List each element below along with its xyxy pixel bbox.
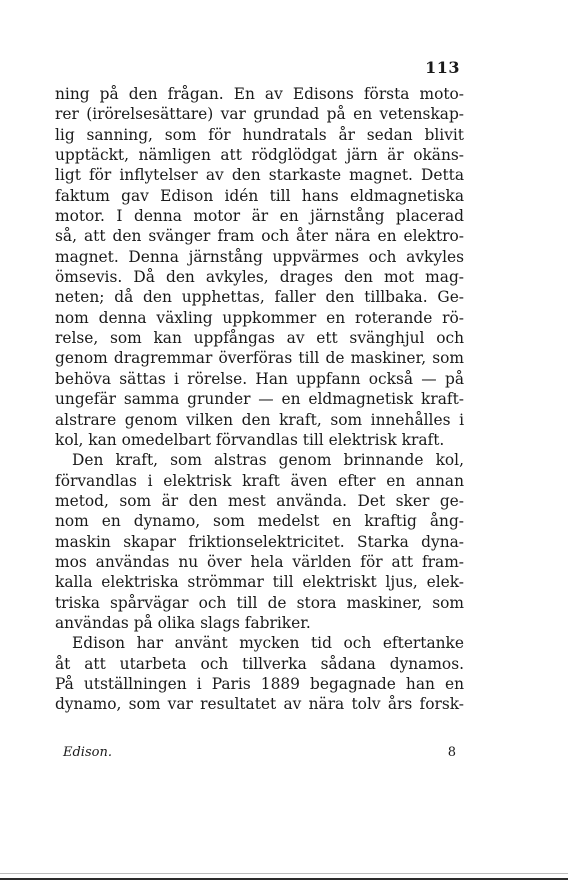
text-line: upptäckt, nämligen att rödglödgat järn är okäns-	[55, 146, 464, 165]
text-line: ömsevis. Då den avkyles, drages den mot mag-	[55, 268, 464, 287]
text-line: användas på olika slags fabriker.	[55, 613, 311, 632]
text-line: dynamo, som var resultatet av nära tolv års forsk-	[55, 695, 464, 714]
page-footer	[55, 745, 464, 765]
text-line: Edison har använt mycken tid och eftertanke	[72, 634, 464, 653]
page-number: 113	[425, 58, 460, 77]
scan-edge-border	[0, 878, 568, 880]
text-line: nom denna växling uppkommer en roterande rö-	[55, 308, 464, 327]
text-line: faktum gav Edison idén till hans eldmagnetiska	[55, 186, 464, 205]
text-line: mos användas nu över hela världen för att fram-	[55, 552, 464, 571]
text-line: neten; då den upphettas, faller den tillbaka. Ge-	[55, 288, 464, 307]
footer-sheet-number: 8	[447, 745, 456, 760]
text-line: triska spårvägar och till de stora maskiner, som	[55, 593, 464, 612]
body-text	[55, 84, 464, 715]
text-line: metod, som är den mest använda. Det sker ge-	[55, 491, 464, 510]
text-line: nom en dynamo, som medelst en kraftig ång-	[55, 512, 464, 531]
text-line: På utställningen i Paris 1889 begagnade han en	[55, 674, 464, 693]
text-line: ungefär samma grunder — en eldmagnetisk kraft-	[55, 390, 464, 409]
text-line: magnet. Denna järnstång uppvärmes och avkyles	[55, 247, 464, 266]
scan-edge-line	[0, 873, 568, 874]
text-line: så, att den svänger fram och åter nära en elektro-	[55, 227, 464, 246]
text-line: förvandlas i elektrisk kraft även efter en annan	[55, 471, 464, 490]
text-line: kol, kan omedelbart förvandlas till elektrisk kraft.	[55, 430, 445, 449]
text-line: ligt för inflytelser av den starkaste magnet. Detta	[55, 166, 464, 185]
text-line: relse, som kan uppfångas av ett svänghjul och	[55, 329, 464, 348]
text-line: åt att utarbeta och tillverka sådana dynamos.	[55, 654, 464, 673]
text-line: rer (irörelsesättare) var grundad på en vetenskap-	[55, 105, 464, 124]
footer-signature: Edison.	[63, 745, 112, 760]
text-line: ning på den frågan. En av Edisons första moto-	[55, 85, 464, 103]
text-line: maskin skapar friktionselektricitet. Starka dyna-	[55, 532, 464, 551]
text-line: kalla elektriska strömmar till elektriskt ljus, elek-	[55, 573, 464, 592]
text-line: behöva sättas i rörelse. Han uppfann också — på	[55, 369, 464, 388]
text-line: motor. I denna motor är en järnstång placerad	[55, 207, 464, 226]
text-line: Den kraft, som alstras genom brinnande kol,	[72, 451, 464, 470]
text-line: genom dragremmar överföras till de maskiner, som	[55, 349, 464, 368]
text-line: lig sanning, som för hundratals år sedan blivit	[55, 125, 464, 144]
text-line: alstrare genom vilken den kraft, som innehålles i	[55, 410, 464, 429]
